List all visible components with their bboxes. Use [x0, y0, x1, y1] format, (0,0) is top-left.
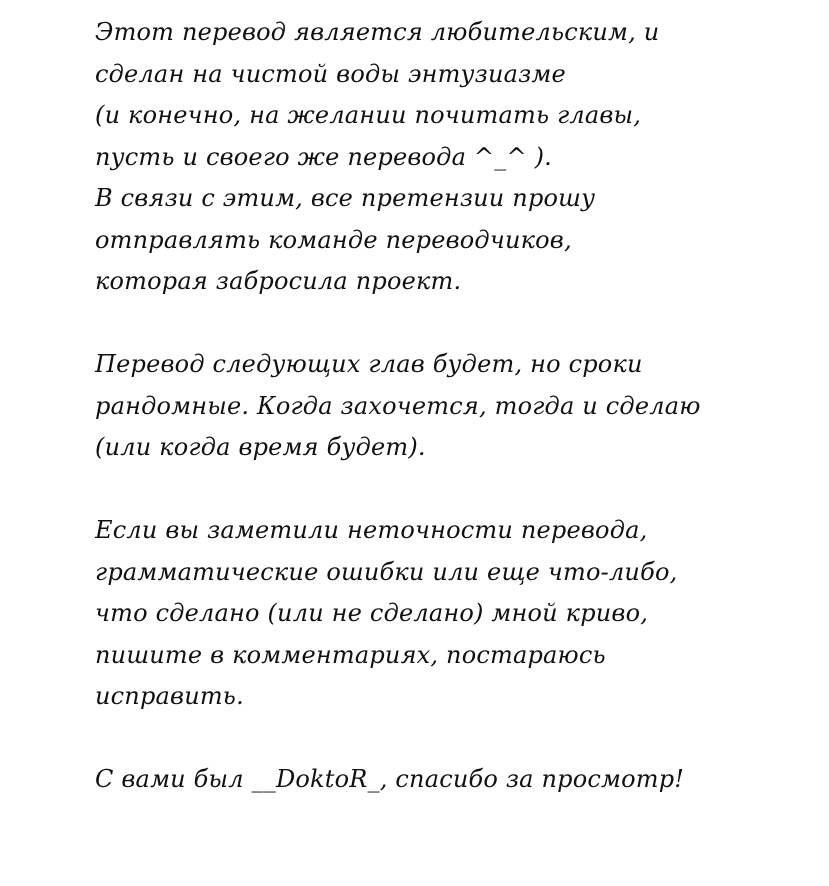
paragraph-feedback	[95, 510, 805, 718]
text-line: В связи с этим, все претензии прошу	[95, 184, 596, 212]
text-line: рандомные. Когда захочется, тогда и сделаю	[95, 391, 701, 420]
paragraph-gap	[95, 303, 805, 345]
signoff-line: С вами был __DoktoR_, спасибо за просмотр!	[95, 765, 685, 793]
text-line: исправить.	[95, 682, 244, 710]
paragraph-gap	[95, 718, 805, 760]
text-line: что сделано (или не сделано) мной криво,	[95, 599, 649, 627]
text-line: (или когда время будет).	[95, 433, 426, 461]
text-line: которая забросила проект.	[95, 267, 462, 295]
paragraph-disclaimer	[95, 12, 805, 303]
text-line: грамматические ошибки или еще что-либо,	[95, 557, 678, 586]
paragraph-gap	[95, 469, 805, 511]
text-line: Перевод следующих глав будет, но сроки	[95, 350, 643, 378]
note-text	[95, 12, 805, 801]
text-line: отправлять команде переводчиков,	[95, 225, 572, 254]
paragraph-schedule	[95, 344, 805, 469]
text-line: пусть и своего же перевода ^_^ ).	[95, 142, 552, 171]
text-line: Если вы заметили неточности перевода,	[95, 516, 648, 544]
text-line: (и конечно, на желании почитать главы,	[95, 101, 642, 129]
text-line: пишите в комментариях, постараюсь	[95, 640, 606, 669]
text-line: сделан на чистой воды энтузиазме	[95, 59, 566, 88]
text-line: Этот перевод является любительским, и	[95, 18, 660, 46]
paragraph-signoff	[95, 759, 805, 801]
